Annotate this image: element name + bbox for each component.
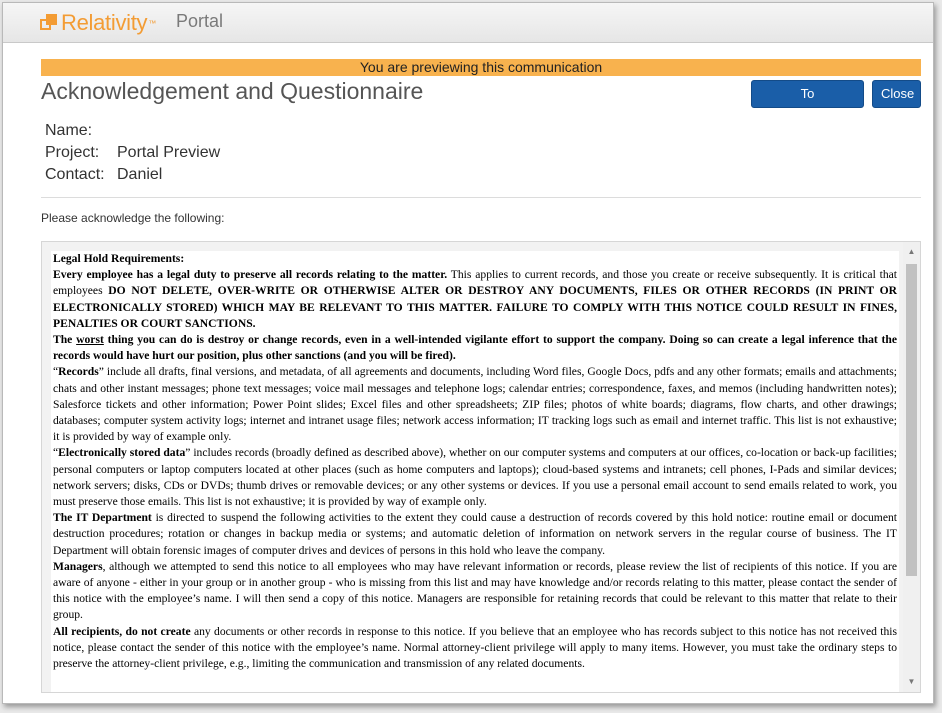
doc-paragraph-it: The IT Department is directed to suspend the following activities to the extent they could cause a destruction of records covered by this hold notice: routine email or document destruction procedures; rotation or changes in backup media or systems; and automatic deletion of information on network servers in the regular course of business. The IT Department will obtain forensic images of computer drives and devices of persons in this hold who leave the company. <box>53 511 897 557</box>
doc-heading: Legal Hold Requirements: <box>53 252 185 265</box>
scroll-down-icon[interactable]: ▼ <box>907 677 916 686</box>
document-viewer[interactable] <box>41 241 921 693</box>
preview-banner: You are previewing this communication <box>41 59 921 76</box>
info-row-name <box>45 120 220 142</box>
divider <box>41 197 921 198</box>
document-scrollbar[interactable] <box>903 242 920 692</box>
doc-paragraph-worst: The worst thing you can do is destroy or change records, even in a well-intended vigilante effort to support the company. Doing so can create a legal inference that the records would have hurt our position, plus other sanctions (and you will be fired). <box>53 333 898 363</box>
portal-window <box>2 2 934 704</box>
top-bar <box>3 3 933 43</box>
scroll-up-icon[interactable]: ▲ <box>907 247 916 256</box>
info-row-project <box>45 142 220 164</box>
portal-label: Portal <box>176 11 224 31</box>
project-value: Portal Preview <box>117 144 221 161</box>
info-row-contact <box>45 164 220 186</box>
doc-paragraph-recipients: All recipients, do not create any documents or other records in response to this notice. If you believe that an employee who has records subject to this notice has not received this notice, please contact the sender of this notice with the employee’s name. Normal attorney-client privilege will apply to many items. However, you must take the ordinary steps to preserve the attorney-client privilege, e.g., limiting the communication and transmission of any related documents. <box>53 624 897 671</box>
contact-value: Daniel <box>117 166 163 183</box>
close-button[interactable]: Close <box>872 80 921 108</box>
communication-info <box>45 120 220 186</box>
page-title: Acknowledgement and Questionnaire <box>41 78 424 104</box>
relativity-logo[interactable] <box>39 10 156 36</box>
doc-paragraph-managers: Managers, although we attempted to send this notice to all employees who may have relevant information or records, please review the list of recipients of this notice. If you are aware of anyone - either in your group or in another group - who is missing from this list and may have knowledge and/or records relating to this matter, please contact the sender of this notice with the employee’s name. I will then send a copy of this notice. Managers are responsible for retaining records that could be relevant to this matter that relate to their group. <box>53 559 897 622</box>
name-label: Name: <box>45 122 93 139</box>
to-questionnaire-button[interactable]: To Questionnaire <box>751 80 864 108</box>
scroll-thumb[interactable] <box>906 264 917 576</box>
acknowledge-label: Please acknowledge the following: <box>41 211 225 225</box>
relativity-logo-icon <box>39 13 59 33</box>
doc-paragraph-records: “Records” include all drafts, final versions, and metadata, of all agreements and documents, including Word files, Google Docs, pdfs and any other formats; emails and attachments; chats and other instant messages; phone text messages; voice mail messages and telephone logs; calendar entries; correspondence, faxes, and memos (including handwritten notes); Salesforce tickets and other information; Power Point slides; Excel files and other spreadsheets; ZIP files; photos of white boards; diagrams, flow charts, and other drawings; databases; computer system activity logs; internet and intranet usage files; network access information; IT tracking logs such as email and internet traffic. This list is not exhaustive; it is provided by way of example only. <box>53 365 897 444</box>
logo-trademark: ™ <box>148 18 157 28</box>
document-page <box>51 251 899 693</box>
project-label: Project: <box>45 144 100 161</box>
doc-paragraph-esd: “Electronically stored data” includes records (broadly defined as described above), whether on our computer systems and computers at our offices, co-location or back-up facilities; personal computers or laptop computers located at other places (such as home computers and laptops); cloud-based systems and intranets; cell phones, I-Pads and similar devices; network servers; disks, CDs or DVDs; thumb drives or removable devices; or any other systems or devices. If you use a personal email account to send emails related to work, you must preserve those emails. This list is not exhaustive; it is provided by way of example only. <box>53 446 897 509</box>
contact-label: Contact: <box>45 166 105 183</box>
doc-paragraph-duty: Every employee has a legal duty to preserve all records relating to the matter. This applies to current records, and those you create or receive subsequently. It is critical that employees DO NOT DELETE, OVER-WRITE OR OTHERWISE ALTER OR DESTROY ANY DOCUMENTS, FILES OR OTHER RECORDS (IN PRINT OR ELECTRONICALLY STORED) WHICH MAY BE RELEVANT TO THIS MATTER. FAILURE TO COMPLY WITH THIS NOTICE COULD RESULT IN FINES, PENALTIES OR COURT SANCTIONS. <box>53 268 898 330</box>
logo-text: Relativity <box>61 10 148 35</box>
